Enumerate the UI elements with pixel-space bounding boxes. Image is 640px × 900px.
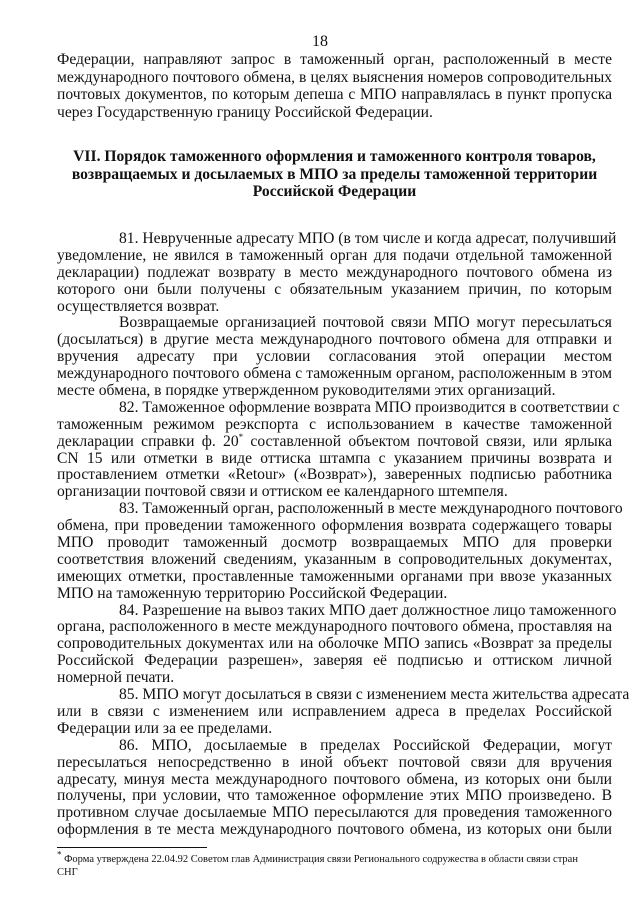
footnote-divider bbox=[57, 847, 207, 848]
paragraph-line: декларации) подлежат возврату в место международного почтового обмена из bbox=[57, 263, 612, 281]
paragraph-line: Возвращаемые организацией почтовой связи МПО могут пересылаться bbox=[119, 314, 612, 332]
heading-line: возвращаемых и досылаемых в МПО за пределы таможенной территории bbox=[71, 165, 598, 183]
paragraph-line: имеющих отметки, проставленные таможенными органами при ввозе указанных bbox=[57, 567, 612, 585]
paragraph-line: оформления в те места международного почтового обмена, из которых они были bbox=[57, 821, 612, 839]
text-line: через Государственную границу Российской Федерации. bbox=[57, 103, 433, 121]
paragraph-line: таможенным режимом реэкспорта с использованием в качестве таможенной bbox=[57, 415, 612, 433]
paragraph-line: адресату, минуя места международного почтового обмена, из которых они были bbox=[57, 770, 612, 788]
text-line: Федерации, направляют запрос в таможенный орган, расположенный в месте bbox=[57, 51, 612, 68]
footnote bbox=[57, 849, 617, 879]
intro-paragraph bbox=[57, 51, 612, 121]
paragraph-line: получены, при условии, что таможенное оформление этих МПО произведено. В bbox=[57, 787, 612, 805]
paragraph-line: проставлением отметки «Retour» («Возврат»), заверенных подписью работника bbox=[57, 466, 612, 484]
paragraph-line: осуществляется возврат. bbox=[57, 297, 220, 315]
paragraph-line: 84. Разрешение на вывоз таких МПО дает должностное лицо таможенного bbox=[119, 601, 617, 619]
paragraph-line: Российской Федерации разрешен», заверяя её подписью и оттиском личной bbox=[57, 652, 612, 670]
paragraph-line: пересылаться непосредственно в иной объект почтовой связи для вручения bbox=[57, 753, 612, 771]
paragraph-line: МПО проводит таможенный досмотр возвращаемых МПО для проверки bbox=[57, 534, 612, 552]
paragraph-line: соответствия вложений сведениям, указанным в сопроводительных документах, bbox=[57, 550, 612, 568]
paragraph-line: Федерации или за ее пределами. bbox=[57, 719, 273, 737]
paragraph-line: вручения адресату при условии согласования этой операции местом bbox=[57, 348, 612, 366]
footnote-line: СНГ bbox=[57, 867, 78, 878]
paragraph-line: декларации справки ф. 20* составленной объектом почтовой связи, или ярлыка bbox=[57, 431, 612, 450]
paragraph-line: месте обмена, в порядке утвержденном руководителями этих организаций. bbox=[57, 382, 556, 400]
paragraph-line: противном случае досылаемые МПО пересылаются для проведения таможенного bbox=[57, 804, 612, 822]
heading-line: Российской Федерации bbox=[252, 183, 417, 200]
footnote-line bbox=[57, 849, 617, 866]
paragraph-line: которого они были получены с обязательным указанием причин, по которым bbox=[57, 280, 612, 298]
page-number: 18 bbox=[312, 33, 328, 50]
footnote-marker: * bbox=[238, 431, 244, 442]
paragraph-line: международного почтового обмена с таможенным органом, расположенным в этом bbox=[57, 365, 612, 383]
paragraph-line: организации почтовой связи и оттиском ее календарного штемпеля. bbox=[57, 483, 508, 501]
section-heading bbox=[57, 148, 612, 201]
text-line: международного почтового обмена, в целях выяснения номеров сопроводительных bbox=[57, 68, 612, 86]
paragraph-line: органа, расположенного в месте международного почтового обмена, проставляя на bbox=[57, 618, 612, 636]
text-line: почтовых документов, по которым депеша с МПО направлялась в пункт пропуска bbox=[57, 86, 612, 103]
footnote-marker: * bbox=[57, 849, 62, 860]
heading-line: VII. Порядок таможенного оформления и таможенного контроля товаров, bbox=[73, 148, 596, 165]
paragraph-line: уведомление, не явился в таможенный орган для подачи отдельной таможенной bbox=[57, 246, 612, 264]
paragraph-line: 86. МПО, досылаемые в пределах Российской Федерации, могут bbox=[119, 736, 612, 754]
paragraph-line: или в связи с изменением или исправлением адреса в пределах Российской bbox=[57, 702, 612, 720]
paragraph-line: сопроводительных документах или на оболочке МПО запись «Возврат за пределы bbox=[57, 635, 612, 653]
paragraph-line: 82. Таможенное оформление возврата МПО производится в соответствии с bbox=[119, 398, 620, 416]
paragraph-line: CN 15 или отметки в виде оттиска штампа с указанием причины возврата и bbox=[57, 449, 612, 467]
paragraph-line: (досылаться) в другие места международного почтового обмена для отправки и bbox=[57, 331, 612, 349]
paragraph-line: номерной печати. bbox=[57, 669, 175, 687]
body-text bbox=[57, 230, 630, 839]
paragraph-line: 83. Таможенный орган, расположенный в месте международного почтового bbox=[119, 500, 623, 518]
footnote-text: Форма утверждена 22.04.92 Советом глав Администрация связи Регионального содружества в области связи стран bbox=[61, 854, 578, 865]
paragraph-line: 85. МПО могут досылаться в связи с изменением места жительства адресата bbox=[119, 686, 630, 704]
paragraph-line: обмена, при проведении таможенного оформления возврата содержащего товары bbox=[57, 517, 612, 535]
paragraph-line: МПО на таможенную территорию Российской Федерации. bbox=[57, 584, 448, 602]
paragraph-line: 81. Неврученные адресату МПО (в том числе и когда адресат, получивший bbox=[119, 230, 617, 247]
